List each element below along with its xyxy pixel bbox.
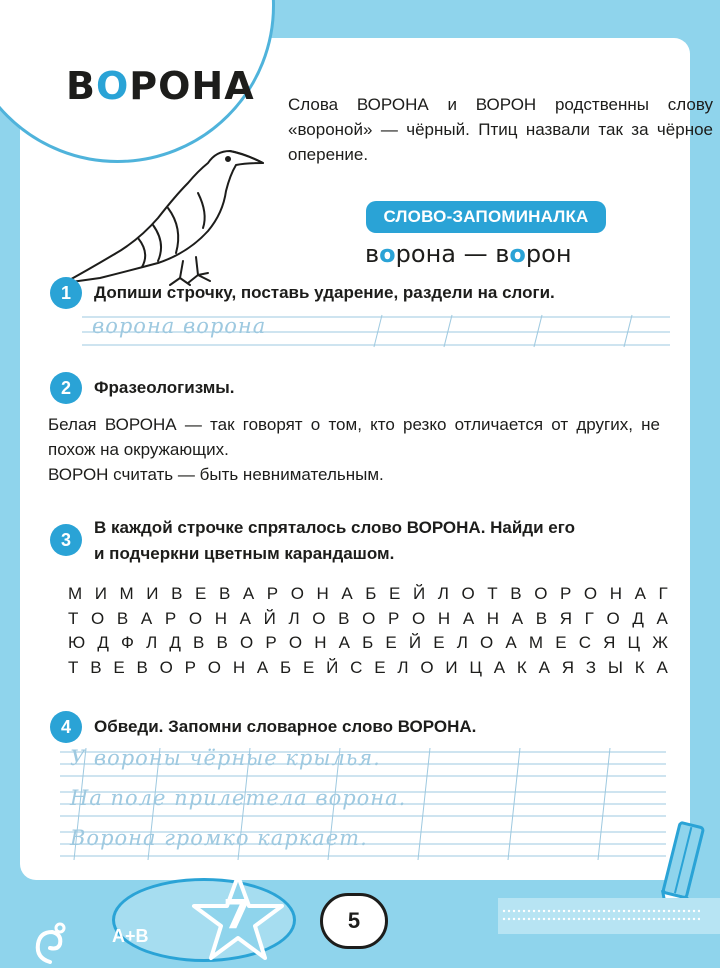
grid-letter[interactable]: К: [516, 658, 527, 677]
footer-dot: [688, 910, 690, 912]
grid-letter[interactable]: О: [188, 609, 203, 628]
trace-line-1[interactable]: У вороны чёрные крылья.: [70, 746, 381, 770]
letter-row-2[interactable]: [68, 609, 668, 629]
memo-badge: СЛОВО-ЗАПОМИНАЛКА: [366, 201, 606, 233]
footer-dot: [508, 918, 510, 920]
footer-dot: [648, 918, 650, 920]
phraseology-2: ВОРОН считать — быть невнимательным.: [48, 465, 384, 484]
grid-letter[interactable]: О: [583, 584, 598, 603]
task-3-line-2: и подчеркни цветным карандашом.: [94, 544, 395, 563]
footer-dot: [673, 910, 675, 912]
grid-letter[interactable]: О: [159, 658, 173, 677]
footer-dot: [663, 910, 665, 912]
grid-letter[interactable]: А: [242, 584, 255, 603]
grid-letter[interactable]: В: [216, 633, 228, 652]
footer-dot: [623, 910, 625, 912]
grid-letter[interactable]: А: [656, 658, 668, 677]
grid-letter[interactable]: О: [362, 609, 376, 628]
grid-letter[interactable]: Е: [385, 633, 397, 652]
grid-letter[interactable]: А: [505, 633, 517, 652]
footer-dot: [598, 918, 600, 920]
task-1-instruction: Допиши строчку, поставь ударение, раздели на слоги.: [94, 283, 555, 302]
grid-letter[interactable]: А: [140, 609, 153, 628]
footer-dot: [658, 918, 660, 920]
footer-dot: [613, 918, 615, 920]
grid-letter[interactable]: В: [193, 633, 205, 652]
footer-dot: [518, 918, 520, 920]
task-3-line-1: В каждой строчке спряталось слово ВОРОНА. Найди его: [94, 518, 575, 537]
grid-letter[interactable]: Й: [326, 658, 339, 677]
grid-letter[interactable]: Н: [314, 633, 327, 652]
footer-dot: [698, 918, 700, 920]
footer-dot: [543, 918, 545, 920]
footer-dot: [668, 918, 670, 920]
grid-letter[interactable]: В: [510, 584, 522, 603]
grid-letter[interactable]: Д: [632, 609, 644, 628]
grid-letter[interactable]: О: [288, 633, 303, 652]
grid-letter[interactable]: Т: [68, 658, 79, 677]
footer-dot: [568, 910, 570, 912]
footer-dot: [663, 918, 665, 920]
grid-letter[interactable]: О: [91, 609, 105, 628]
footer-dot: [528, 918, 530, 920]
grid-letter[interactable]: Л: [437, 584, 449, 603]
grid-letter[interactable]: О: [290, 584, 304, 603]
footer-dot: [653, 910, 655, 912]
footer-dot: [563, 910, 565, 912]
grid-letter[interactable]: Р: [266, 584, 279, 603]
footer-dot: [508, 910, 510, 912]
ab-label: А+В: [112, 926, 149, 946]
memo-words: ворона — ворон: [365, 240, 572, 268]
footer-dot: [613, 910, 615, 912]
footer-dot: [678, 918, 680, 920]
footer-dot: [513, 910, 515, 912]
footer-dot: [648, 910, 650, 912]
grid-letter[interactable]: О: [480, 633, 494, 652]
grid-letter[interactable]: И: [146, 584, 159, 603]
grid-letter[interactable]: Р: [164, 609, 177, 628]
grid-letter[interactable]: В: [116, 609, 129, 628]
grid-letter[interactable]: С: [350, 658, 363, 677]
letter-row-1[interactable]: [68, 584, 668, 604]
footer-dot: [533, 918, 535, 920]
grid-letter[interactable]: О: [420, 658, 434, 677]
grid-letter[interactable]: Ц: [469, 658, 482, 677]
grid-letter[interactable]: Л: [456, 633, 468, 652]
footer-dot: [618, 918, 620, 920]
grid-letter[interactable]: А: [493, 658, 506, 677]
grid-letter[interactable]: Е: [113, 658, 125, 677]
footer-dot: [548, 910, 550, 912]
grid-letter[interactable]: А: [511, 609, 524, 628]
task-number-3: 3: [50, 524, 82, 556]
footer-dot: [638, 910, 640, 912]
grid-letter[interactable]: В: [171, 584, 183, 603]
footer-dot: [608, 918, 610, 920]
footer-dot: [528, 910, 530, 912]
grid-letter[interactable]: О: [461, 584, 475, 603]
grid-letter[interactable]: Т: [487, 584, 498, 603]
grid-letter[interactable]: Н: [609, 584, 623, 603]
grid-letter[interactable]: В: [218, 584, 231, 603]
grid-letter[interactable]: Я: [559, 609, 572, 628]
footer-dot: [638, 918, 640, 920]
footer-dot: [628, 918, 630, 920]
task-4-instruction: Обведи. Запомни словарное слово ВОРОНА.: [94, 717, 477, 736]
grid-letter[interactable]: Н: [214, 609, 228, 628]
trace-line-2[interactable]: На поле прилетела ворона.: [70, 786, 407, 810]
grid-letter[interactable]: Г: [584, 609, 594, 628]
grid-letter[interactable]: Н: [232, 658, 246, 677]
footer-dot: [548, 918, 550, 920]
intro-paragraph: Слова ВОРОНА и ВОРОН родственны слову «вороной» — чёрный. Птиц назвали так за чёрное оперение.: [288, 95, 713, 164]
footer-dot: [573, 910, 575, 912]
task-3-instruction: [94, 515, 674, 567]
grid-letter[interactable]: Р: [265, 633, 277, 652]
grid-letter[interactable]: А: [538, 658, 550, 677]
grid-letter[interactable]: Г: [658, 584, 668, 603]
footer-dot: [618, 910, 620, 912]
letter-row-3[interactable]: [68, 633, 668, 653]
footer-dot: [593, 910, 595, 912]
grid-letter[interactable]: Й: [263, 609, 276, 628]
footer-dot: [633, 918, 635, 920]
trace-line-3[interactable]: Ворона громко каркает.: [70, 826, 368, 850]
swirl-icon: [30, 918, 70, 966]
footer-dot: [503, 910, 505, 912]
footer-dot: [588, 910, 590, 912]
grid-letter[interactable]: А: [256, 658, 269, 677]
grid-letter[interactable]: Е: [302, 658, 315, 677]
grid-letter[interactable]: К: [634, 658, 645, 677]
grid-letter[interactable]: Я: [603, 633, 616, 652]
grid-letter[interactable]: Н: [437, 609, 451, 628]
grid-letter[interactable]: О: [412, 609, 426, 628]
grid-letter[interactable]: И: [445, 658, 458, 677]
footer-dot: [693, 910, 695, 912]
grid-letter[interactable]: Ю: [68, 633, 86, 652]
grid-letter[interactable]: Й: [412, 584, 426, 603]
footer-dot: [513, 918, 515, 920]
grid-letter[interactable]: Я: [561, 658, 574, 677]
grid-letter[interactable]: О: [207, 658, 222, 677]
grid-letter[interactable]: А: [239, 609, 251, 628]
grid-letter[interactable]: А: [634, 584, 646, 603]
footer-dot: [628, 910, 630, 912]
grid-letter[interactable]: М: [528, 633, 544, 652]
star-digit: 7: [223, 892, 251, 938]
letter-row-4[interactable]: [68, 658, 668, 678]
footer-dot: [603, 918, 605, 920]
grid-letter[interactable]: А: [656, 609, 668, 628]
grid-letter[interactable]: Р: [388, 609, 400, 628]
grid-letter[interactable]: Е: [389, 584, 401, 603]
footer-dots: [500, 906, 700, 926]
grid-letter[interactable]: С: [578, 633, 591, 652]
footer-dot: [523, 918, 525, 920]
footer-dot: [693, 918, 695, 920]
phraseology-text: [48, 412, 660, 487]
footer-dot: [658, 910, 660, 912]
grid-letter[interactable]: Л: [146, 633, 158, 652]
footer-dot: [643, 918, 645, 920]
grid-letter[interactable]: Ц: [627, 633, 641, 652]
task-2-instruction: Фразеологизмы.: [94, 378, 235, 397]
grid-letter[interactable]: А: [338, 633, 350, 652]
grid-letter[interactable]: Б: [365, 584, 377, 603]
footer-dot: [583, 910, 585, 912]
page-number: 5: [320, 893, 388, 949]
task-number-2: 2: [50, 372, 82, 404]
grid-letter[interactable]: А: [341, 584, 353, 603]
grid-letter[interactable]: Р: [184, 658, 196, 677]
footer-dot: [563, 918, 565, 920]
footer-dot: [593, 918, 595, 920]
grid-letter[interactable]: Ы: [607, 658, 623, 677]
footer-dot: [568, 918, 570, 920]
grid-letter[interactable]: Б: [362, 633, 374, 652]
footer-dot: [698, 910, 700, 912]
footer-dot: [668, 910, 670, 912]
grid-letter[interactable]: Е: [195, 584, 207, 603]
footer-dot: [503, 918, 505, 920]
footer-dot: [678, 910, 680, 912]
footer-dot: [643, 910, 645, 912]
grid-letter[interactable]: Л: [288, 609, 300, 628]
footer-dot: [588, 918, 590, 920]
grid-letter[interactable]: Л: [397, 658, 409, 677]
footer-dot: [543, 910, 545, 912]
grid-letter[interactable]: Д: [97, 633, 109, 652]
footer-dot: [538, 918, 540, 920]
footer-dot: [603, 910, 605, 912]
footer-dot: [558, 910, 560, 912]
task-number-4: 4: [50, 711, 82, 743]
grid-letter[interactable]: Е: [374, 658, 386, 677]
grid-letter[interactable]: М: [119, 584, 134, 603]
grid-letter[interactable]: З: [585, 658, 597, 677]
footer-dot: [688, 918, 690, 920]
footer-dot: [573, 918, 575, 920]
page-title: ВОРОНА: [66, 64, 255, 108]
grid-letter[interactable]: И: [94, 584, 107, 603]
footer-dot: [623, 918, 625, 920]
footer-dot: [558, 918, 560, 920]
grid-letter[interactable]: Т: [68, 609, 79, 628]
footer-dot: [518, 910, 520, 912]
grid-letter[interactable]: В: [90, 658, 102, 677]
grid-letter[interactable]: Н: [486, 609, 500, 628]
footer-dot: [598, 910, 600, 912]
grid-letter[interactable]: В: [338, 609, 350, 628]
grid-letter[interactable]: Р: [560, 584, 572, 603]
footer-dot: [578, 910, 580, 912]
grid-letter[interactable]: М: [68, 584, 83, 603]
grid-letter[interactable]: А: [462, 609, 475, 628]
grid-letter[interactable]: Н: [316, 584, 329, 603]
footer-dot: [633, 910, 635, 912]
grid-letter[interactable]: Е: [433, 633, 445, 652]
grid-letter[interactable]: В: [535, 609, 548, 628]
footer-dot: [553, 910, 555, 912]
grid-letter[interactable]: Е: [555, 633, 567, 652]
grid-letter[interactable]: Д: [169, 633, 181, 652]
grid-letter[interactable]: О: [606, 609, 620, 628]
footer-dot: [538, 910, 540, 912]
task-1-sample-words: ворона ворона: [92, 314, 267, 338]
footer-dot: [583, 918, 585, 920]
grid-letter[interactable]: Ж: [652, 633, 668, 652]
footer-dot: [578, 918, 580, 920]
grid-letter[interactable]: О: [312, 609, 326, 628]
grid-letter[interactable]: В: [136, 658, 148, 677]
footer-dot: [683, 918, 685, 920]
grid-letter[interactable]: Б: [280, 658, 292, 677]
footer-dot: [653, 918, 655, 920]
grid-letter[interactable]: О: [534, 584, 548, 603]
footer-dot: [523, 910, 525, 912]
task-number-1: 1: [50, 277, 82, 309]
grid-letter[interactable]: Ф: [120, 633, 134, 652]
grid-letter[interactable]: О: [239, 633, 254, 652]
footer-dot: [553, 918, 555, 920]
footer-dot: [673, 918, 675, 920]
footer-dot: [608, 910, 610, 912]
phraseology-1: Белая ВОРОНА — так говорят о том, кто резко отличается от других, не похож на окружающих.: [48, 415, 660, 459]
footer-dot: [533, 910, 535, 912]
crow-illustration: [58, 133, 273, 293]
grid-letter[interactable]: Й: [408, 633, 422, 652]
footer-dot: [683, 910, 685, 912]
